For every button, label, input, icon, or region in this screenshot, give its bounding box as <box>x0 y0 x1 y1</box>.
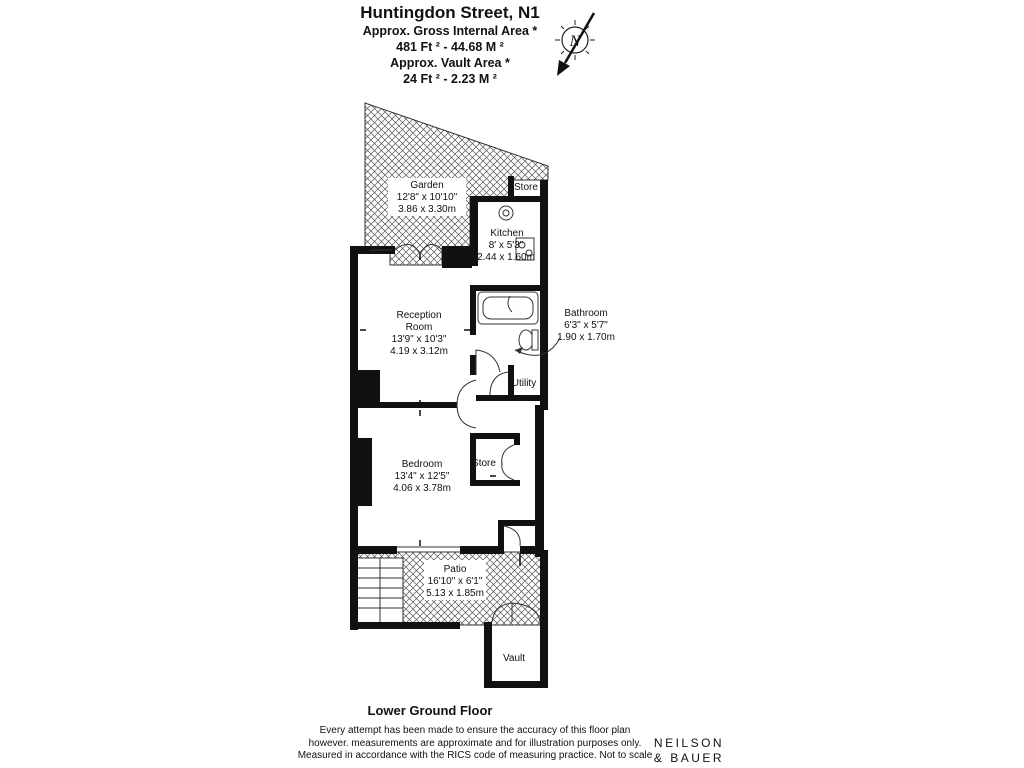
brand-line-2: & BAUER <box>653 751 725 765</box>
disclaimer-line-3: Measured in accordance with the RICS code of measuring practice. Not to scale <box>297 750 653 761</box>
bedroom-imperial: 13'4" x 12'5" <box>394 471 450 482</box>
store-mid-name: Store <box>472 458 496 469</box>
bedroom-name: Bedroom <box>401 459 443 470</box>
disclaimer-line-2: however. measurements are approximate and for illustration purposes only. <box>308 737 642 749</box>
garden-name: Garden <box>410 180 444 191</box>
staircase <box>357 558 403 628</box>
store-top-name: Store <box>514 182 538 193</box>
disclaimer <box>290 725 660 763</box>
bedroom-metric: 4.06 x 3.78m <box>393 483 451 494</box>
brand-line-1: NEILSON <box>653 736 725 750</box>
bathroom-metric: 1.90 x 1.70m <box>557 332 615 343</box>
property-title: Huntingdon Street, N1 <box>360 3 540 22</box>
garden-imperial: 12'8" x 10'10" <box>396 192 458 203</box>
patio-metric: 5.13 x 1.85m <box>426 588 484 599</box>
bathroom-name: Bathroom <box>564 308 608 319</box>
vault-area-value: 24 Ft ² - 2.23 M ² <box>403 72 497 86</box>
vault-name: Vault <box>502 653 526 664</box>
gross-area-label: Approx. Gross Internal Area * <box>362 24 538 38</box>
kitchen-imperial: 8' x 5'3" <box>488 240 524 251</box>
reception-name-2: Room <box>405 322 433 333</box>
utility-name: Utility <box>511 378 537 389</box>
garden-metric: 3.86 x 3.30m <box>398 204 456 215</box>
kitchen-metric: 2.44 x 1.60m <box>477 252 535 263</box>
windows <box>370 250 460 552</box>
brand-logo <box>648 736 730 766</box>
reception-imperial: 13'9" x 10'3" <box>391 334 447 345</box>
kitchen-name: Kitchen <box>490 228 524 239</box>
gross-area-value: 481 Ft ² - 44.68 M ² <box>396 40 504 54</box>
patio-imperial: 16'10" x 6'1" <box>427 576 483 587</box>
floor-label: Lower Ground Floor <box>367 703 493 718</box>
compass-letter: N <box>569 33 581 50</box>
patio-name: Patio <box>443 564 467 575</box>
bathroom-imperial: 6'3" x 5'7" <box>564 320 608 331</box>
reception-name-1: Reception <box>396 310 442 321</box>
compass-icon <box>555 13 595 76</box>
vault-area-label: Approx. Vault Area * <box>390 56 510 70</box>
reception-metric: 4.19 x 3.12m <box>390 346 448 357</box>
disclaimer-line-1: Every attempt has been made to ensure the accuracy of this floor plan <box>319 725 631 736</box>
